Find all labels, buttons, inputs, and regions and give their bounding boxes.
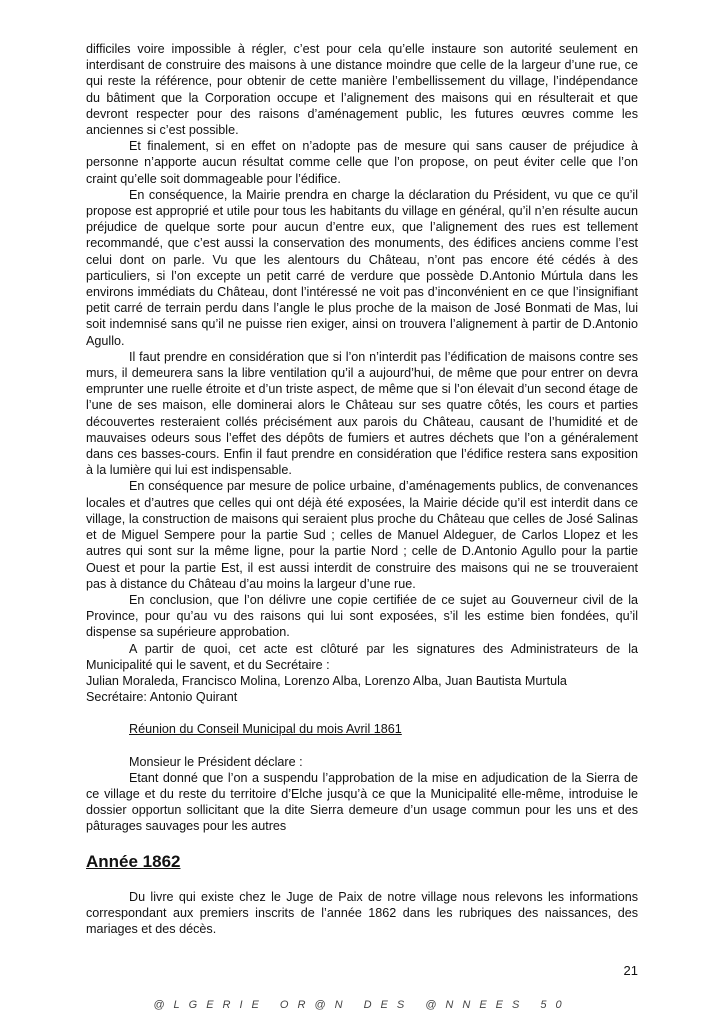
paragraph: A partir de quoi, cet acte est clôturé par les signatures des Administrateurs de la Municipalité qui le savent, et du Secrétaire : <box>86 641 638 672</box>
secretary-line: Secrétaire: Antonio Quirant <box>86 690 238 705</box>
document-body <box>86 41 638 937</box>
paragraph: En conclusion, que l’on délivre une copie certifiée de ce sujet au Gouverneur civil de la Province, pour qu’au vu des raisons qui lui sont exposées, s’il les estime bien fondées, qu’il dispense sa supérieure approbation. <box>86 592 638 640</box>
paragraph: Etant donné que l’on a suspendu l’approbation de la mise en adjudication de la Sierra de ce village et du reste du territoire d’Elche jusqu’à ce que la Municipalité elle-même, introduise le dossier opportun sollicitant que la dite Sierra demeure d’un usage commun pour les uns et des pâturages sauvages pour les autres <box>86 770 638 834</box>
footer-text: @LGERIE OR@N DES @NNEES 50 <box>153 999 571 1011</box>
paragraph: Du livre qui existe chez le Juge de Paix de notre village nous relevons les informations correspondant aux premiers inscrits de l’année 1862 dans les rubriques des naissances, des mariages et des décès. <box>86 889 638 936</box>
president-declares: Monsieur le Président déclare : <box>129 754 303 769</box>
paragraph: Et finalement, si en effet on n’adopte pas de mesure qui sans causer de préjudice à personne n’apporte aucun résultat comme celle que l’on propose, on peut éviter celle que l’on craint qu’elle soit dommageable pour l’édifice. <box>86 139 638 186</box>
page-number: 21 <box>623 963 638 978</box>
paragraph: En conséquence par mesure de police urbaine, d’aménagements publics, de convenances locales et d’autres que celles qui ont déjà été exposées, la Mairie décide qu’il est interdit dans ce village, la construction de maisons qui seraient plus proche du Château que celles de José Salinas et de Miguel Sempere pour la partie Sud ; celles de Manuel Aldeguer, de Carlos Llopez et les autres qui sont sur la même ligne, pour la partie Nord ; celle de D.Antonio Agullo pour la partie Ouest et pour la partie Est, il est aussi interdit de construire des maisons qui ne se trouveraient pas à distance du Château d’au moins la largeur d’une rue. <box>86 479 638 591</box>
signatories-line: Julian Moraleda, Francisco Molina, Lorenzo Alba, Lorenzo Alba, Juan Bautista Murtula <box>86 673 567 688</box>
meeting-title <box>86 721 638 737</box>
meeting-title-text: Réunion du Conseil Municipal du mois Avril 1861 <box>129 722 402 737</box>
paragraph: difficiles voire impossible à régler, c’est pour cela qu’elle instaure son autorité seulement en interdisant de construire des maisons à une distance moindre que celle de la largeur d’une rue, ce qui reste la référence, pour obtenir de cette manière l’embellissement du village, l’indépendance du bâtiment que la Corporation occupe et l’alignement des maisons qui en résulterait et que devront respecter pour des raisons d’aménagement public, les futures œuvres comme les anciennes si c’est possible. <box>86 42 638 138</box>
paragraph: Il faut prendre en considération que si l’on n’interdit pas l’édification de maisons contre ses murs, il demeurera sans la libre ventilation qu’il a aujourd’hui, de même que pour entrer on devra emprunter une ruelle étroite et d’un triste aspect, de même que si l’on élevait d’un second étage de l’une de ses maison, elle dominerai alors le Château sur ses quatre côtés, les cours et parties découvertes resteraient collés précisément aux parois du Château, causant de l’humidité et de mauvaises odeurs sous l’effet des dépôts de fumiers et autres déchets que l’on a généralement dans ces basses-cours. Enfin il faut prendre en considération que l’édifice restera sans exposition à la lumière qui lui est indispensable. <box>86 349 638 478</box>
paragraph: En conséquence, la Mairie prendra en charge la déclaration du Président, vu que ce qu’il propose est approprié et utile pour tous les habitants du village en général, qu’il n’en résulte aucun préjudice de quelque sorte pour aucun d’entre eux, que l’alignement des rues est tellement recommandé, que c’est aussi la conservation des monuments, des édifices anciens comme l’est celui dont on parle. Vu que les alentours du Château, n’ont pas encore été cédés à des particuliers, si l’on excepte un petit carré de verdure que possède D.Antonio Múrtula dans les environs immédiats du Château, dont l’intéressé ne voit pas d’inconvénient en ce que l’insignifiant petit carré de terrain perdu dans l’angle le plus proche de la maison de José Bonmati de Mas, lui soit indemnisé sans qu’il ne puisse rien exiger, ainsi on trouvera l’alignement à partir de D.Antonio Agullo. <box>86 187 638 348</box>
section-heading: Année 1862 <box>86 851 181 871</box>
